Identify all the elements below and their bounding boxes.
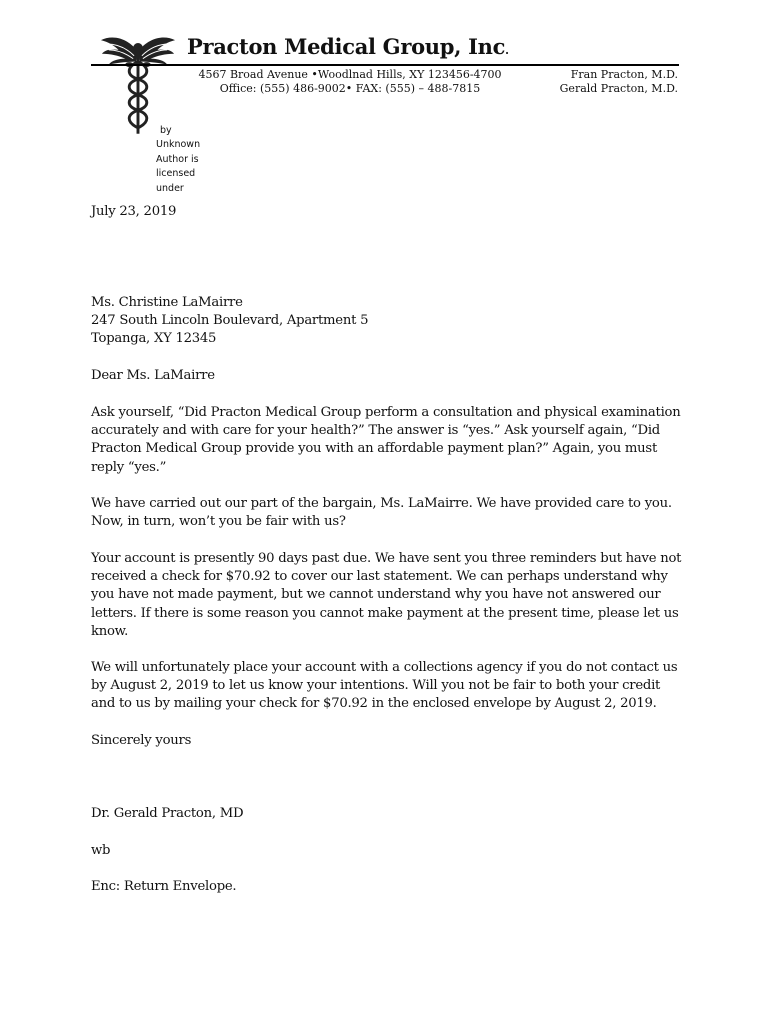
caduceus-icon [99, 32, 177, 136]
enclosure-note: Enc: Return Envelope. [91, 879, 237, 894]
paragraph-line: We have carried out our part of the bargain, Ms. LaMairre. We have provided care to you. [91, 496, 672, 511]
letter-date: July 23, 2019 [91, 204, 177, 219]
paragraph-line: reply “yes.” [91, 459, 167, 475]
image-credit-line: by [160, 125, 172, 136]
paragraph-line: Practon Medical Group provide you with an affordable payment plan?” Again, you must [91, 441, 657, 457]
paragraph-line: you have not made payment, but we cannot understand why you have not answered our [91, 587, 661, 603]
paragraph [91, 495, 691, 531]
paragraph [91, 550, 691, 641]
paragraph-line: Ask yourself, “Did Practon Medical Group perform a consultation and physical examination [91, 405, 681, 420]
doctor-name: Fran Practon, M.D. [570, 68, 678, 81]
paragraph-line: We will unfortunately place your account with a collections agency if you do not contact us [91, 660, 678, 675]
recipient-street: 247 South Lincoln Boulevard, Apartment 5 [91, 313, 369, 329]
recipient-block [91, 294, 691, 349]
letterhead-rule [91, 64, 679, 66]
recipient-city: Topanga, XY 12345 [91, 331, 217, 347]
paragraph-line: and to us by mailing your check for $70.92 in the enclosed envelope by August 2, 2019. [91, 696, 657, 712]
paragraph-line: by August 2, 2019 to let us know your intentions. Will you not be fair to both your credit [91, 678, 661, 694]
company-address: 4567 Broad Avenue •Woodlnad Hills, XY 123456-4700 [198, 68, 502, 81]
closing: Sincerely yours [91, 733, 192, 748]
image-credit-line: under [156, 182, 184, 194]
image-credit-line: Author is [156, 153, 199, 165]
paragraph-line: letters. If there is some reason you cannot make payment at the present time, please let us [91, 605, 679, 621]
paragraph-line: Now, in turn, won’t you be fair with us? [91, 514, 346, 530]
recipient-name: Ms. Christine LaMairre [91, 295, 243, 310]
company-contact: Office: (555) 486-9002• FAX: (555) – 488-7815 [219, 82, 481, 95]
salutation: Dear Ms. LaMairre [91, 368, 215, 383]
company-name-text: Practon Medical Group, Inc [187, 34, 506, 59]
image-credit [156, 124, 216, 196]
paragraph [91, 659, 691, 714]
paragraph-line: received a check for $70.92 to cover our last statement. We can perhaps understand why [91, 569, 668, 585]
paragraph-line: accurately and with care for your health?” The answer is “yes.” Ask yourself again, “Did [91, 423, 660, 439]
image-credit-line: Unknown [156, 139, 201, 151]
paragraph [91, 404, 691, 477]
paragraph-line: know. [91, 623, 129, 639]
company-name-suffix: . [505, 44, 509, 57]
signer-name: Dr. Gerald Practon, MD [91, 806, 244, 821]
typist-initials: wb [91, 843, 111, 858]
company-name [187, 34, 509, 59]
paragraph-line: Your account is presently 90 days past due. We have sent you three reminders but have not [91, 551, 682, 566]
image-credit-line: licensed [156, 168, 196, 180]
doctor-name: Gerald Practon, M.D. [559, 82, 678, 95]
